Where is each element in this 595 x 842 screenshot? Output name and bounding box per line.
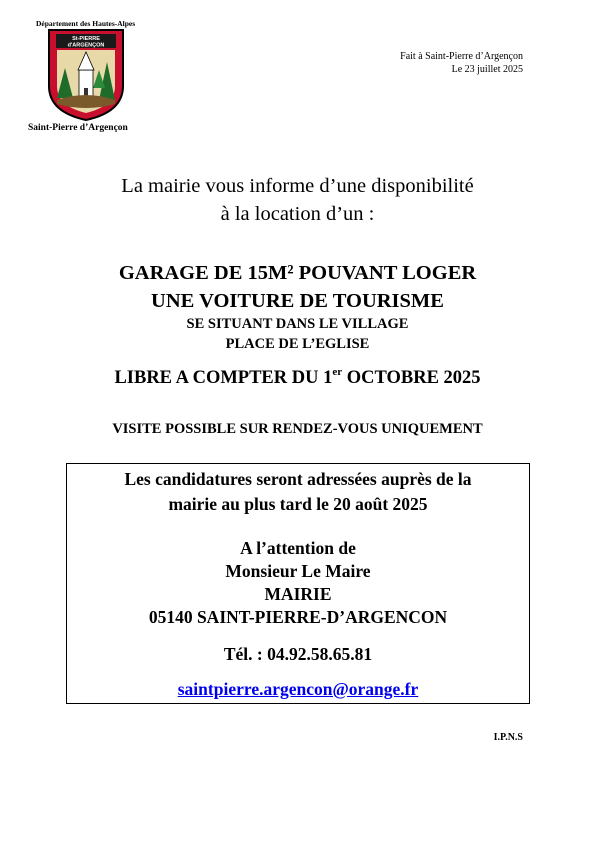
availability-month: OCTOBRE 2025 — [342, 368, 481, 388]
department-label: Département des Hautes-Alpes — [36, 19, 136, 28]
deadline-line-2: mairie au plus tard le 20 août 2025 — [168, 494, 428, 514]
crest-text-2: d'ARGENÇON — [67, 42, 105, 49]
availability-superscript: er — [332, 366, 343, 378]
intro-line-2: à la location d’un : — [220, 203, 375, 225]
application-box — [66, 463, 530, 704]
deadline-line-1: Les candidatures seront adressées auprès de la — [124, 469, 472, 489]
intro-line-1: La mairie vous informe d’une disponibilité — [121, 175, 474, 197]
availability-date — [0, 368, 595, 389]
intro-text — [0, 172, 595, 228]
visit-notice: VISITE POSSIBLE SUR RENDEZ-VOUS UNIQUEMENT — [112, 421, 483, 437]
title-line-1: GARAGE DE 15M² POUVANT LOGER — [118, 262, 477, 284]
garage-title — [0, 259, 595, 315]
coat-of-arms-icon — [47, 28, 125, 122]
garage-location — [0, 314, 595, 354]
town-label: Saint-Pierre d’Argençon — [28, 123, 128, 133]
location-line-2: PLACE DE L’EGLISE — [225, 336, 370, 352]
location-line-1: SE SITUANT DANS LE VILLAGE — [186, 316, 409, 332]
title-line-2: UNE VOITURE DE TOURISME — [151, 290, 444, 312]
issued-place: Fait à Saint-Pierre d’Argençon — [400, 51, 523, 62]
crest-text-1: St-PIERRE — [72, 36, 100, 42]
office-line: MAIRIE — [264, 584, 332, 604]
date-block — [400, 50, 523, 76]
phone-line: Tél. : 04.92.58.65.81 — [223, 644, 373, 664]
issued-date: Le 23 juillet 2025 — [451, 64, 523, 75]
address-line: 05140 SAINT-PIERRE-D’ARGENCON — [148, 607, 448, 627]
attention-line: A l’attention de — [240, 538, 356, 558]
recipient-line: Monsieur Le Maire — [225, 561, 371, 581]
email-link[interactable]: saintpierre.argencon@orange.fr — [177, 679, 419, 699]
ipns-label: I.P.N.S — [493, 732, 523, 743]
availability-text: LIBRE A COMPTER DU 1 — [114, 368, 333, 388]
